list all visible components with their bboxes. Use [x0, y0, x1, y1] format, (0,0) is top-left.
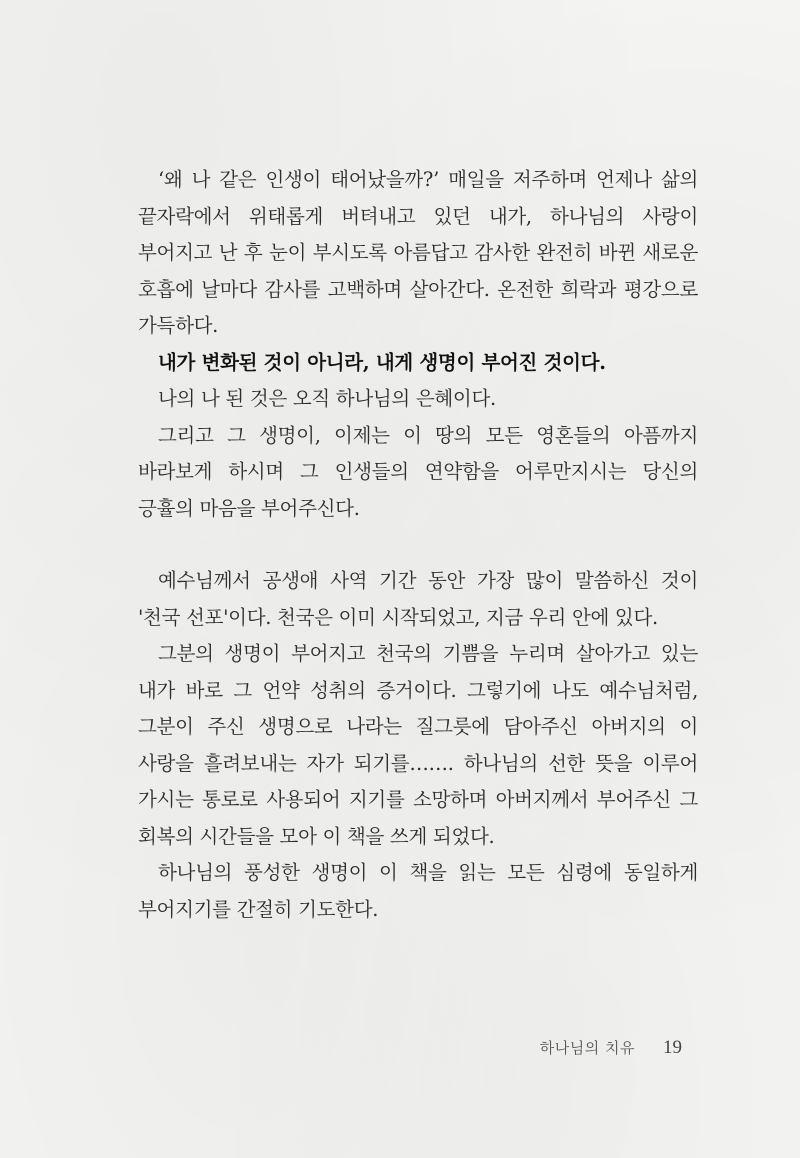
- paragraph-compassion: 그리고 그 생명이, 이제는 이 땅의 모든 영혼들의 아픔까지 바라보게 하시며 그 인생들의 연약함을 어루만지시는 당신의 긍휼의 마음을 부어주신다.: [138, 423, 698, 520]
- body-text: [138, 162, 698, 928]
- paragraph-covenant: 그분의 생명이 부어지고 천국의 기쁨을 누리며 살아가고 있는 내가 바로 그 언약 성취의 증거이다. 그렇기에 나도 예수님처럼, 그분이 주신 생명으로 나라는 질그릇에 담아주신 아버지의 이 사랑을 흘려보내는 자가 되기를……. 하나님의 선한 뜻을 이루어 가시는 통로로 사용되어 지기를 소망하며 아버지께서 부어주신 그 회복의 시간들을 모아 이 책을 쓰게 되었다.: [138, 642, 698, 848]
- page-footer: [540, 1037, 682, 1059]
- paragraph-emphasis: 내가 변화된 것이 아니라, 내게 생명이 부어진 것이다.: [158, 350, 606, 374]
- paragraph-grace: 나의 나 된 것은 오직 하나님의 은혜이다.: [158, 387, 496, 410]
- running-title: 하나님의 치유: [539, 1039, 635, 1057]
- page-number: 19: [663, 1037, 682, 1058]
- paragraph-prayer: 하나님의 풍성한 생명이 이 책을 읽는 모든 심령에 동일하게 부어지기를 간절히 기도한다.: [138, 861, 698, 921]
- section-gap: [138, 527, 698, 563]
- paragraph-kingdom: 예수님께서 공생애 사역 기간 동안 가장 많이 말씀하신 것이 '천국 선포'이다. 천국은 이미 시작되었고, 지금 우리 안에 있다.: [138, 569, 698, 629]
- paragraph-confession: ‘왜 나 같은 인생이 태어났을까?’ 매일을 저주하며 언제나 삶의 끝자락에서 위태롭게 버텨내고 있던 내가, 하나님의 사랑이 부어지고 난 후 눈이 부시도록 아름답고 감사한 완전히 바뀐 새로운 호흡에 날마다 감사를 고백하며 살아간다. 온전한 희락과 평강으로 가득하다.: [138, 168, 698, 337]
